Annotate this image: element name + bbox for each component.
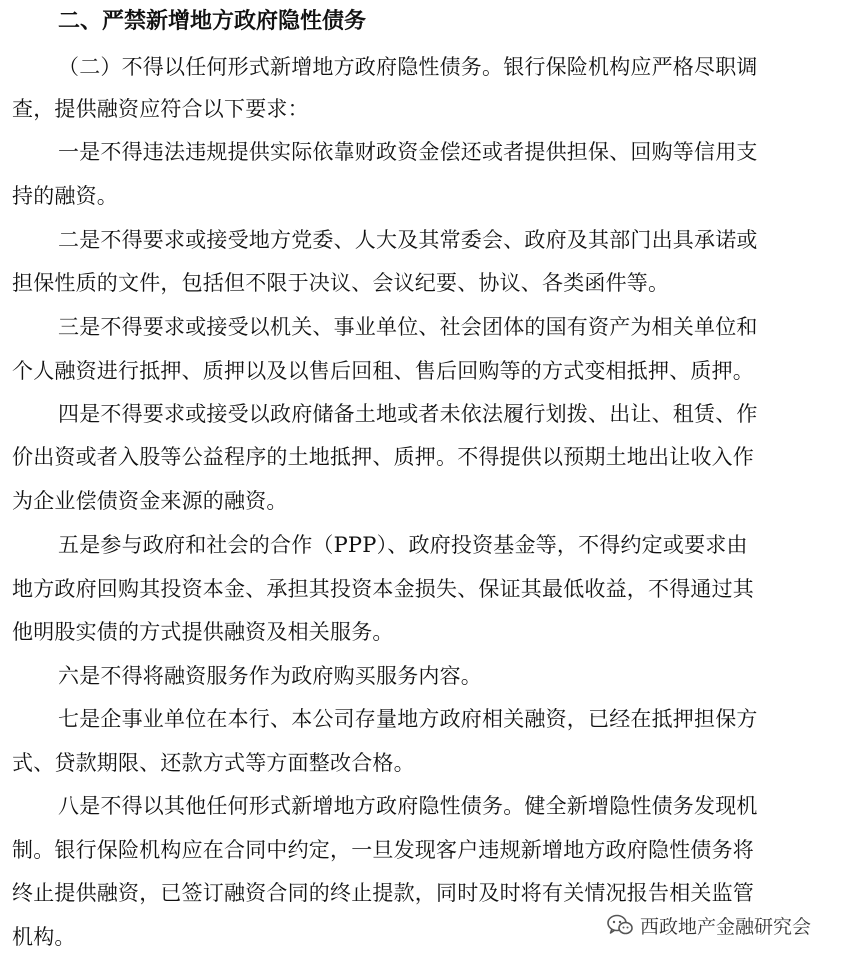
wechat-icon	[606, 913, 634, 937]
paragraph-line: 式、贷款期限、还款方式等方面整改合格。	[12, 751, 415, 775]
section-heading: 二、严禁新增地方政府隐性债务	[58, 8, 367, 34]
paragraph-line: 价出资或者入股等公益程序的土地抵押、质押。不得提供以预期土地出让收入作	[12, 445, 754, 469]
paragraph-line: 他明股实债的方式提供融资及相关服务。	[12, 620, 394, 644]
paragraph-line: 三是不得要求或接受以机关、事业单位、社会团体的国有资产为相关单位和	[58, 315, 758, 339]
paragraph-line: （二）不得以任何形式新增地方政府隐性债务。银行保险机构应严格尽职调	[58, 55, 758, 79]
watermark	[602, 910, 815, 940]
paragraph-line: 六是不得将融资服务作为政府购买服务内容。	[58, 664, 482, 688]
paragraph-line: 终止提供融资，已签订融资合同的终止提款，同时及时将有关情况报告相关监管	[12, 881, 754, 905]
paragraph-line: 二是不得要求或接受地方党委、人大及其常委会、政府及其部门出具承诺或	[58, 228, 758, 252]
paragraph-line: 一是不得违法违规提供实际依靠财政资金偿还或者提供担保、回购等信用支	[58, 140, 758, 164]
paragraph-line: 四是不得要求或接受以政府储备土地或者未依法履行划拨、出让、租赁、作	[58, 402, 758, 426]
watermark-text: 西政地产金融研究会	[639, 915, 811, 938]
paragraph-line: 查，提供融资应符合以下要求：	[12, 97, 309, 121]
paragraph-line: 八是不得以其他任何形式新增地方政府隐性债务。健全新增隐性债务发现机	[58, 794, 758, 818]
paragraph-line: 五是参与政府和社会的合作（PPP）、政府投资基金等，不得约定或要求由	[58, 533, 748, 557]
paragraph-line: 为企业偿债资金来源的融资。	[12, 489, 288, 513]
paragraph-line: 个人融资进行抵押、质押以及以售后回租、售后回购等的方式变相抵押、质押。	[12, 359, 754, 383]
paragraph-line: 制。银行保险机构应在合同中约定，一旦发现客户违规新增地方政府隐性债务将	[12, 838, 754, 862]
paragraph-line: 机构。	[12, 925, 76, 949]
paragraph-line: 七是企事业单位在本行、本公司存量地方政府相关融资，已经在抵押担保方	[58, 707, 758, 731]
paragraph-line: 地方政府回购其投资本金、承担其投资本金损失、保证其最低收益，不得通过其	[12, 577, 754, 601]
paragraph-line: 持的融资。	[12, 184, 118, 208]
paragraph-line: 担保性质的文件，包括但不限于决议、会议纪要、协议、各类函件等。	[12, 271, 670, 295]
